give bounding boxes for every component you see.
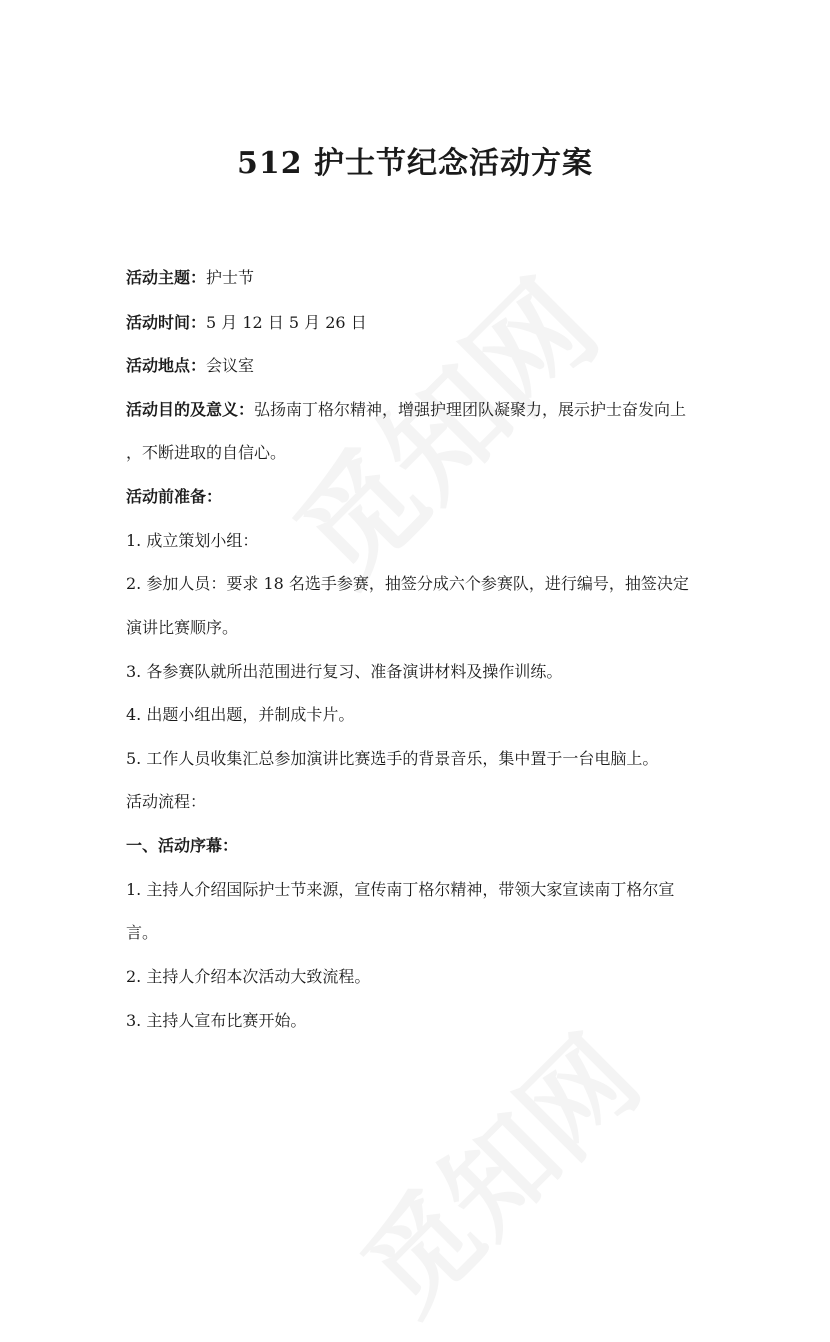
preparation-item-5: 5. 工作人员收集汇总参加演讲比赛选手的背景音乐，集中置于一台电脑上。 xyxy=(126,749,659,768)
purpose-label: 活动目的及意义： xyxy=(126,400,255,419)
section-1-item-1-line2: 言。 xyxy=(126,923,159,942)
section-1-item-2: 2. 主持人介绍本次活动大致流程。 xyxy=(126,967,371,986)
theme-label: 活动主题： xyxy=(126,268,207,287)
location-label: 活动地点： xyxy=(126,356,207,375)
theme-value: 护士节 xyxy=(206,268,255,287)
time-label: 活动时间： xyxy=(126,313,207,332)
preparation-item-2-line2: 演讲比赛顺序。 xyxy=(126,618,239,637)
preparation-item-2-line1: 2. 参加人员：要求 18 名选手参赛，抽签分成六个参赛队，进行编号，抽签决定 xyxy=(126,574,689,593)
activity-time xyxy=(126,313,367,333)
preparation-item-1: 1. 成立策划小组： xyxy=(126,531,259,550)
section-1-item-3: 3. 主持人宣布比赛开始。 xyxy=(126,1011,307,1030)
document-title: 512 护士节纪念活动方案 xyxy=(236,146,594,181)
preparation-heading: 活动前准备： xyxy=(126,487,223,506)
watermark xyxy=(322,996,667,1341)
purpose-value-line1: 弘扬南丁格尔精神，增强护理团队凝聚力，展示护士奋发向上 xyxy=(254,400,687,419)
activity-theme xyxy=(126,268,254,288)
preparation-item-4: 4. 出题小组出题，并制成卡片。 xyxy=(126,705,355,724)
purpose-value-line2: ，不断进取的自信心。 xyxy=(126,443,287,462)
preparation-item-3: 3. 各参赛队就所出范围进行复习、准备演讲材料及操作训练。 xyxy=(126,662,563,681)
location-value: 会议室 xyxy=(206,356,255,375)
process-heading: 活动流程： xyxy=(126,792,207,811)
activity-location xyxy=(126,356,254,376)
section-1-item-1-line1: 1. 主持人介绍国际护士节来源，宣传南丁格尔精神，带领大家宣读南丁格尔宣 xyxy=(126,880,675,899)
section-1-heading: 一、活动序幕： xyxy=(126,836,239,855)
watermark xyxy=(252,238,628,614)
activity-purpose xyxy=(126,400,686,420)
time-value: 5 月 12 日 5 月 26 日 xyxy=(206,313,367,332)
